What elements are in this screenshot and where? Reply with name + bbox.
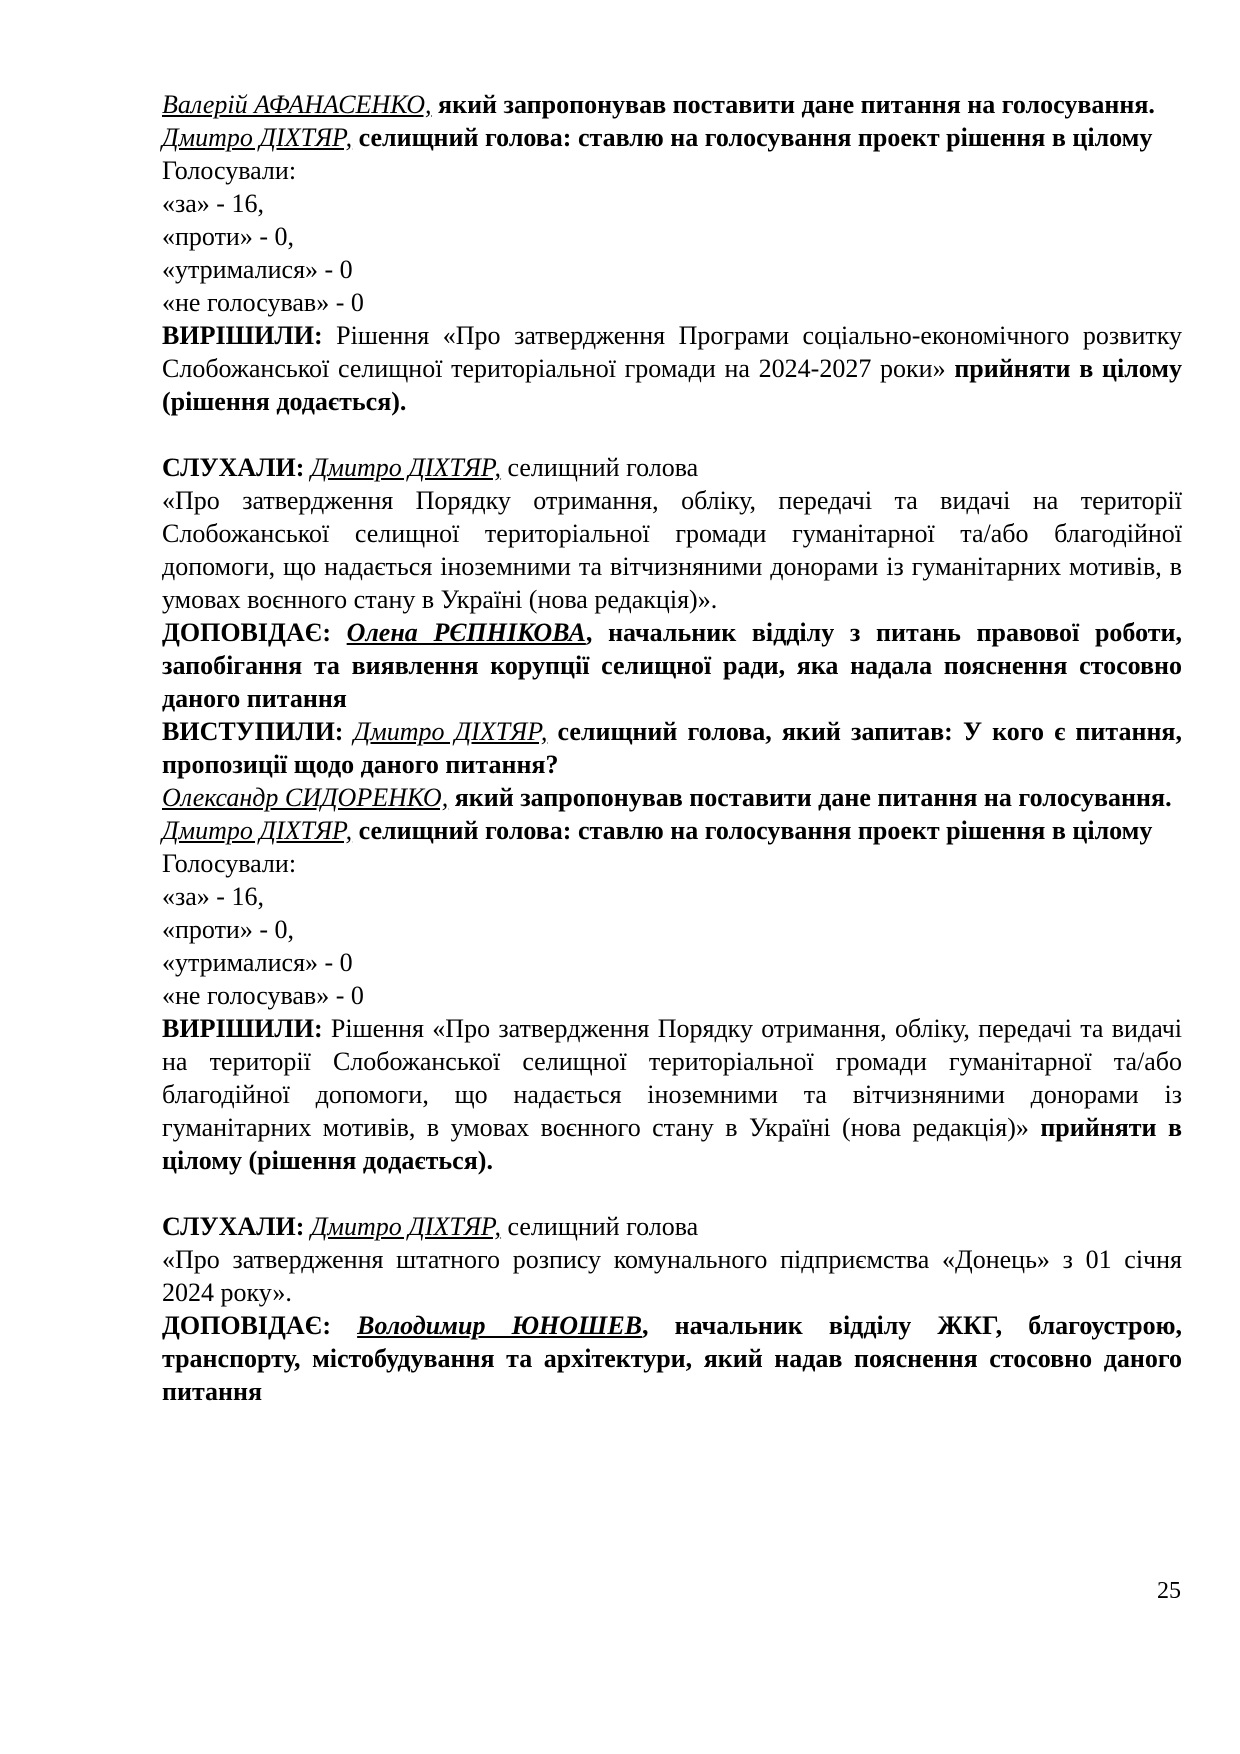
report-text: , начальник відділу з питань правової роботи, запобігання та виявлення корупції селищної ради, яка надала пояснення стосовно даного питання [162,618,1182,713]
votes-label: Голосували: [162,849,297,878]
spoke-paragraph [162,715,1182,781]
decision-text: Рішення «Про затвердження Програми соціально-економічного розвитку Слобожанської селищної територіальної громади на 2024-2027 роки» [162,321,1182,383]
decision-paragraph [162,319,1182,418]
heard-label: СЛУХАЛИ: [162,453,305,482]
speaker-name: Дмитро ДІХТЯР, [310,453,502,482]
speaker-name: Дмитро ДІХТЯР, [162,816,353,845]
decision-tail: прийняти в цілому (рішення додається). [162,354,1182,416]
speaker-name: Володимир ЮНОШЕВ [357,1311,643,1340]
vote-abstain: «утрималися» - 0 [162,948,353,977]
vote-against: «проти» - 0, [162,222,295,251]
report-paragraph [162,1309,1182,1408]
proposal-text: який запропонував поставити дане питання на голосування. [431,90,1155,119]
speaker-name: Олександр СИДОРЕНКО, [162,783,449,812]
topic-paragraph: «Про затвердження штатного розпису комунального підприємства «Донець» з 01 січня 2024 року». [162,1245,1182,1307]
speaker-name: Дмитро ДІХТЯР, [162,123,353,152]
decision-tail: прийняти в цілому (рішення додається). [162,1113,1183,1175]
page-number: 25 [1157,1578,1181,1604]
proposal-text: який запропонував поставити дане питання на голосування. [448,783,1172,812]
spoke-text: селищний голова, який запитав: У кого є питання, пропозиції щодо даного питання? [162,717,1183,779]
vote-for: «за» - 16, [162,189,264,218]
vote-none: «не голосував» - 0 [162,981,364,1010]
proposal-paragraph [162,781,1182,814]
votes-label: Голосували: [162,156,297,185]
spoke-label: ВИСТУПИЛИ: [162,717,344,746]
vote-against: «проти» - 0, [162,915,295,944]
vote-abstain: «утрималися» - 0 [162,255,353,284]
speaker-name: Дмитро ДІХТЯР, [310,1212,502,1241]
report-paragraph [162,616,1182,715]
proposal-paragraph [162,88,1182,121]
topic-paragraph: «Про затвердження Порядку отримання, обліку, передачі та видачі на території Слобожанської селищної територіальної громади гуманітарної та/або благодійної допомоги, що надається іноземними та вітчизняними донорами із гуманітарних мотивів, в умовах воєнного стану в Україні (нова редакція)». [162,486,1182,614]
report-label: ДОПОВІДАЄ: [162,618,331,647]
speaker-name: Валерій АФАНАСЕНКО, [162,90,432,119]
speaker-name: Олена РЄПНІКОВА [346,618,586,647]
decision-paragraph [162,1012,1182,1177]
chair-vote-paragraph [162,121,1182,154]
report-label: ДОПОВІДАЄ: [162,1311,331,1340]
vote-for: «за» - 16, [162,882,264,911]
document-page [162,88,1182,1408]
chair-vote-text: селищний голова: ставлю на голосування проект рішення в цілому [352,123,1153,152]
report-text: , начальник відділу ЖКГ, благоустрою, транспорту, містобудування та архітектури, який надав пояснення стосовно даного питання [162,1311,1182,1406]
decision-text: Рішення «Про затвердження Порядку отримання, обліку, передачі та видачі на території Слобожанської селищної територіальної громади гуманітарної та/або благодійної допомоги, що надається іноземними та вітчизняними донорами із гуманітарних мотивів, в умовах воєнного стану в Україні (нова редакція)» [162,1014,1182,1142]
vote-none: «не голосував» - 0 [162,288,364,317]
decided-label: ВИРІШИЛИ: [162,1014,323,1043]
speaker-name: Дмитро ДІХТЯР, [353,717,548,746]
heard-paragraph [162,451,1182,484]
heard-label: СЛУХАЛИ: [162,1212,305,1241]
speaker-role: селищний голова [501,1212,699,1241]
heard-paragraph [162,1210,1182,1243]
chair-vote-text: селищний голова: ставлю на голосування проект рішення в цілому [352,816,1153,845]
speaker-role: селищний голова [501,453,699,482]
chair-vote-paragraph [162,814,1182,847]
decided-label: ВИРІШИЛИ: [162,321,323,350]
